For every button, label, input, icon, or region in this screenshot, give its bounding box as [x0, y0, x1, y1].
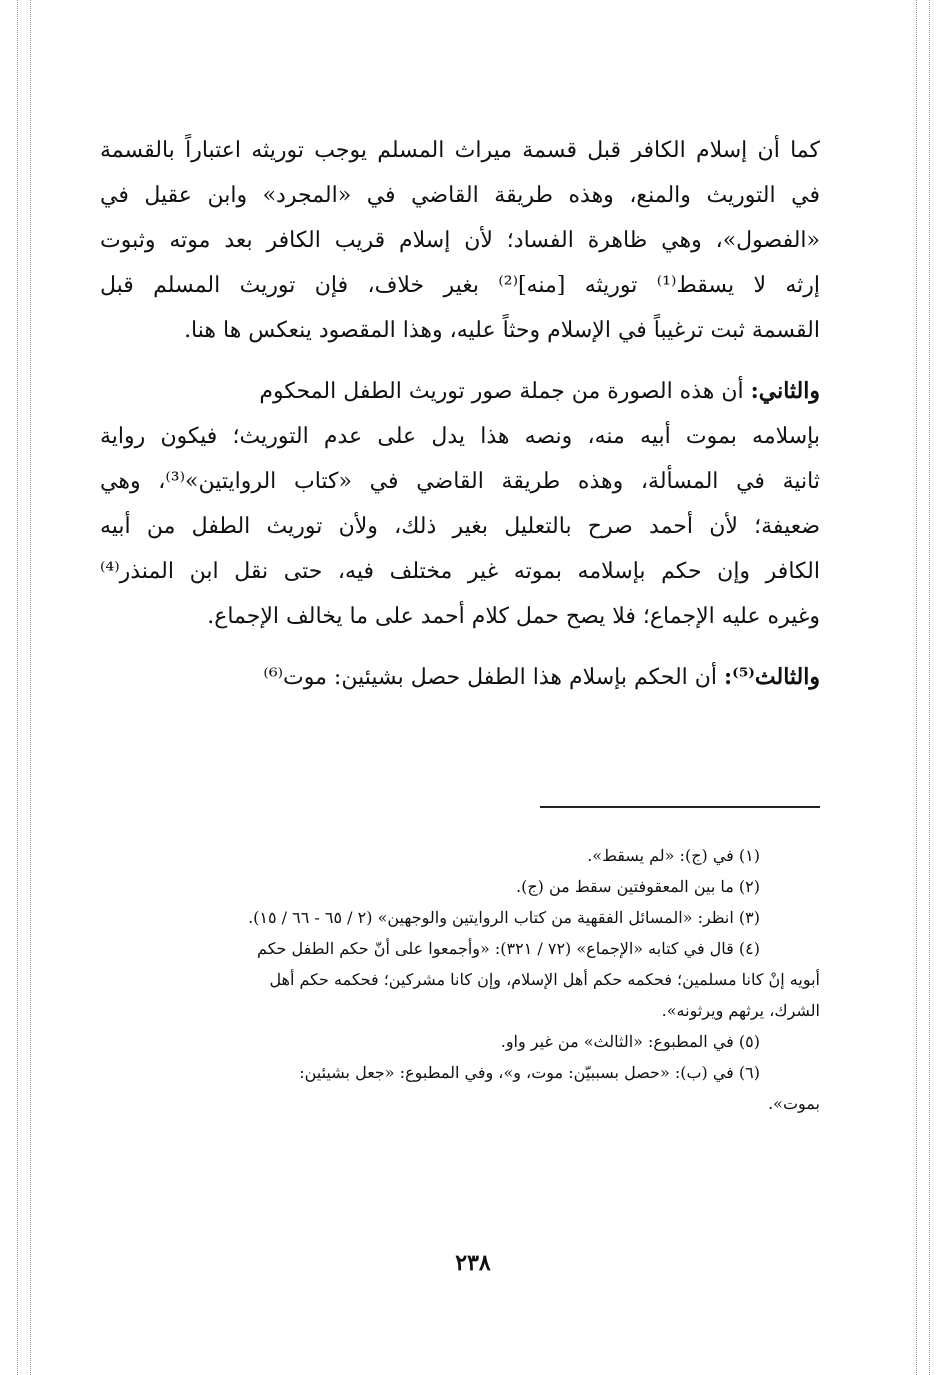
text-line: القسمة ثبت ترغيباً في الإسلام وحثاً عليه، وهذا المقصود ينعكس ها هنا. [184, 318, 820, 343]
text-line: ثانية في المسألة، وهذه طريقة القاضي في «كتاب الروايتين»⁽³⁾، وهي [100, 469, 820, 494]
footnote: (٣) انظر: «المسائل الفقهية من كتاب الروايتين والوجهين» (٢ / ٦٥ - ٦٦ / ١٥). [248, 908, 760, 927]
text-line: الكافر وإن حكم بإسلامه بموته غير مختلف فيه، حتى نقل ابن المنذر⁽⁴⁾ [100, 559, 820, 584]
footnote: (١) في (ج): «لم يسقط». [587, 846, 760, 865]
margin-guide-left-inner [30, 0, 31, 1375]
text-line: في التوريث والمنع، وهذه طريقة القاضي في «المجرد» وابن عقيل في [100, 183, 820, 208]
text-line: ضعيفة؛ لأن أحمد صرح بالتعليل بغير ذلك، ولأن توريث الطفل من أبيه [100, 514, 820, 539]
text-line-rest: أن الحكم بإسلام هذا الطفل حصل بشيئين: موت⁽⁶⁾ [263, 665, 725, 690]
paragraph-lead: والثالث⁽⁵⁾: [724, 664, 820, 690]
footnote-continuation: أبويه إنْ كانا مسلمين؛ فحكمه حكم أهل الإسلام، وإن كانا مشركين؛ فحكمه حكم أهل [269, 970, 820, 989]
page-number: ٢٣٨ [455, 1250, 491, 1276]
paragraph-lead: والثاني: [750, 378, 820, 404]
main-text [100, 128, 820, 716]
footnotes [100, 840, 820, 1119]
text-line-rest: أن هذه الصورة من جملة صور توريث الطفل المحكوم [259, 379, 751, 404]
margin-guide-right [929, 0, 930, 1375]
paragraph-2 [100, 369, 820, 639]
text-line [100, 655, 820, 700]
footnote: (٦) في (ب): «حصل بسببيّن: موت، و»، وفي المطبوع: «جعل بشيئين: [299, 1063, 760, 1082]
text-line: «الفصول»، وهي ظاهرة الفساد؛ لأن إسلام قريب الكافر بعد موته وثبوت [100, 228, 820, 253]
footnote: (٢) ما بين المعقوفتين سقط من (ج). [516, 877, 760, 896]
footnote-continuation: الشرك، يرثهم ويرثونه». [661, 1001, 820, 1020]
margin-guide-right-inner [916, 0, 917, 1375]
paragraph-1 [100, 128, 820, 353]
text-line [100, 369, 820, 414]
paragraph-3 [100, 655, 820, 700]
footnote-continuation: بموت». [768, 1094, 820, 1113]
text-line: كما أن إسلام الكافر قبل قسمة ميراث المسلم يوجب توريثه اعتباراً بالقسمة [100, 138, 820, 163]
text-line: بإسلامه بموت أبيه منه، ونصه هذا يدل على عدم التوريث؛ فيكون رواية [100, 424, 820, 449]
footnote: (٥) في المطبوع: «الثالث» من غير واو. [500, 1032, 760, 1051]
text-line: إرثه لا يسقط⁽¹⁾ توريثه [منه]⁽²⁾ بغير خلاف، فإن توريث المسلم قبل [100, 273, 820, 298]
footnote: (٤) قال في كتابه «الإجماع» (٧٢ / ٣٢١): «وأجمعوا على أنّ حكم الطفل حكم [257, 939, 760, 958]
margin-guide-left [17, 0, 18, 1375]
text-line: وغيره عليه الإجماع؛ فلا يصح حمل كلام أحمد على ما يخالف الإجماع. [207, 604, 820, 629]
footnote-separator [540, 806, 820, 808]
